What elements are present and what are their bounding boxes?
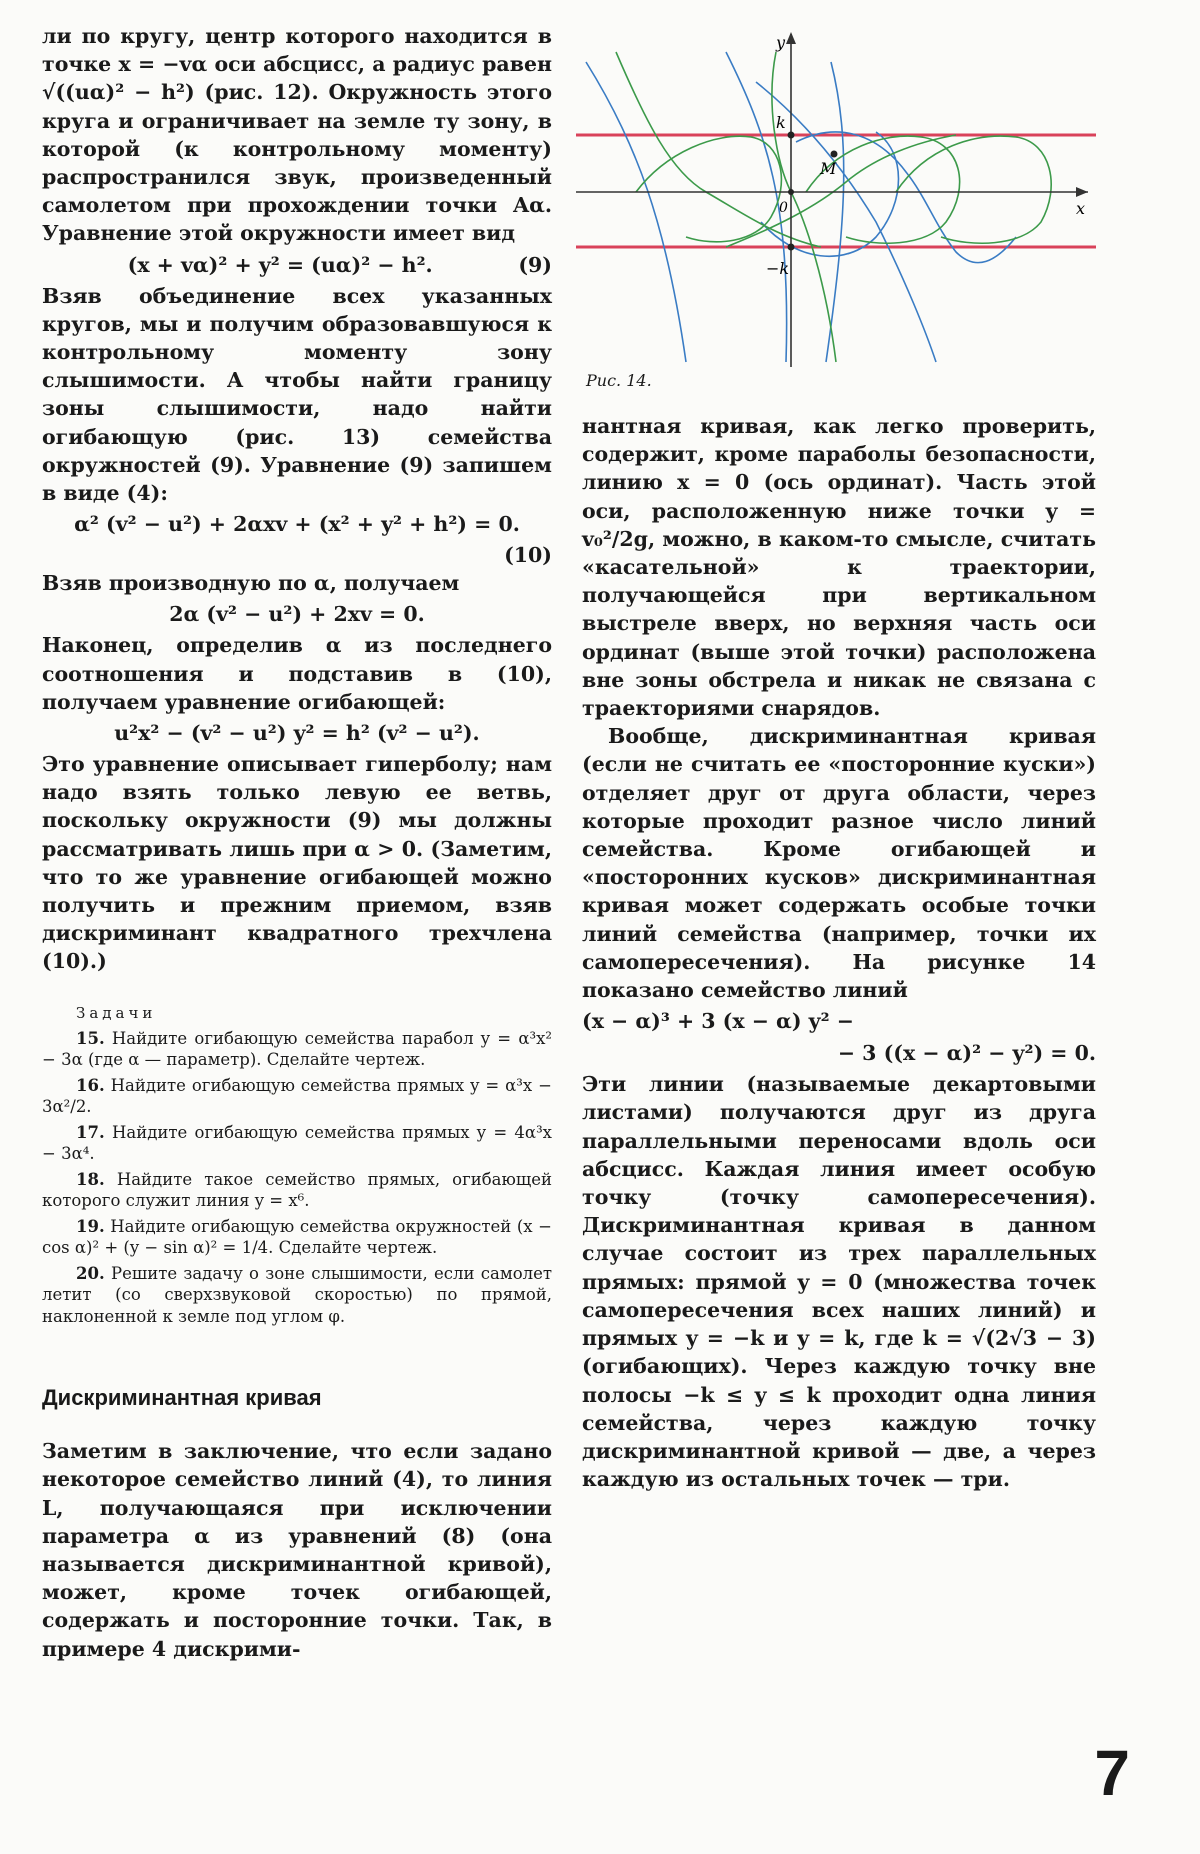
point-k — [788, 132, 795, 139]
task-number: 18. — [76, 1169, 105, 1189]
point-origin — [788, 189, 794, 195]
equation-9: (x + vα)² + y² = (uα)² − h². — [127, 252, 433, 277]
tasks-heading: Задачи — [76, 1003, 157, 1022]
paragraph: ли по кругу, центр которого находится в точке x = −vα оси абсцисс, а радиус равен √((uα)² − h²) (рис. 12). Окружность этого круга и ограничивает на земле ту зону, в которой (к контрольному моменту) распространился звук, произведенный самолетом при прохождении точки Aα. Уравнение этой окружности имеет вид — [42, 24, 552, 246]
equation-envelope: u²x² − (v² − u²) y² = h² (v² − u²). — [114, 721, 480, 746]
task-number: 15. — [76, 1028, 105, 1048]
task-text: Найдите такое семейство прямых, огибающей которого служит линия y = x⁶. — [42, 1169, 552, 1211]
equation-number: (9) — [518, 252, 552, 277]
equation-number: (10) — [504, 543, 552, 568]
curve-blue — [586, 62, 686, 362]
right-column — [582, 22, 1096, 1493]
label-neg-k: −k — [766, 259, 790, 278]
paragraph: Заметим в заключение, что если задано некоторое семейство линий (4), то линия L, получающаяся при исключении параметра α из уравнений (8) (она называется дискриминантной кривой), может, кроме точек огибающей, содержать и посторонние точки. Так, в примере 4 дискрими- — [42, 1439, 552, 1661]
equation-folium-part1: (x − α)³ + 3 (x − α) y² − — [582, 1009, 854, 1034]
label-k: k — [776, 113, 786, 132]
curve-green — [896, 136, 1051, 243]
task-text: Найдите огибающую семейства прямых y = 4α³x − 3α⁴. — [42, 1122, 552, 1164]
paragraph: Это уравнение описывает гиперболу; нам надо взять только левую ее ветвь, поскольку окружности (9) мы должны рассматривать лишь при α > 0. (Заметим, что то же уравнение огибающей можно получить и прежним приемом, взяв дискриминант квадратного трехчлена (10).) — [42, 752, 552, 974]
section-title: Дискриминантная кривая — [42, 1385, 322, 1411]
task-item — [42, 1028, 552, 1071]
task-text: Найдите огибающую семейства окружностей (x − cos α)² + (y − sin α)² = 1/4. Сделайте чертеж. — [42, 1216, 552, 1258]
paragraph: Взяв производную по α, получаем — [42, 571, 460, 596]
paragraph: Вообще, дискриминантная кривая (если не считать ее «посторонние куски») отделяет друг от друга области, через которые проходит разное число линий семейства. Кроме огибающей и «посторонних кусков» дискриминантная кривая может содержать особые точки линий семейства (например, точки их самопересечения). На рисунке 14 показано семейство линий — [582, 724, 1096, 1003]
task-list — [42, 1028, 552, 1328]
figure-svg — [576, 22, 1096, 367]
point-neg-k — [788, 244, 795, 251]
figure-14 — [576, 22, 1096, 367]
task-item — [42, 1169, 552, 1212]
axis-label-x: x — [1076, 199, 1086, 218]
paragraph: нантная кривая, как легко проверить, содержит, кроме параболы безопасности, линию x = 0 (ось ординат). Часть этой оси, расположенную ниже точки y = v₀²/2g, можно, в каком-то смысле, считать «касательной» к траектории, получающейся при вертикальном выстреле вверх, но верхняя часть оси ординат (выше этой точки) расположена вне зоны обстрела и никак не связана с траекториями снарядов. — [582, 414, 1096, 721]
paragraph: Взяв объединение всех указанных кругов, мы и получим образовавшуюся к контрольному моменту зону слышимости. А чтобы найти границу зоны слышимости, надо найти огибающую (рис. 13) семейства окружностей (9). Уравнение (9) запишем в виде (4): — [42, 283, 552, 506]
curve-blue — [726, 52, 790, 362]
equation-derivative: 2α (v² − u²) + 2xv = 0. — [169, 602, 425, 627]
x-axis-arrow-icon — [1076, 187, 1088, 197]
equation-folium-part2: − 3 ((x − α)² − y²) = 0. — [837, 1041, 1096, 1066]
page-number: 7 — [1094, 1737, 1130, 1809]
equation-9-row — [42, 248, 552, 282]
task-item — [42, 1263, 552, 1328]
paragraph: Эти линии (называемые декартовыми листами) получаются друг из друга параллельными переносами вдоль оси абсцисс. Каждая линия имеет особую точку (точку самопересечения). Дискриминантная кривая в данном случае состоит из трех параллельных прямых: прямой y = 0 (множества точек самопересечения всех наших линий) и прямых y = −k и y = k, где k = √(2√3 − 3) (огибающих). Через каждую точку вне полосы −k ≤ y ≤ k проходит одна линия семейства, через каждую точку дискриминантной кривой — две, а через каждую из остальных точек — три. — [582, 1072, 1096, 1492]
task-text: Найдите огибающую семейства прямых y = α³x − 3α²/2. — [42, 1075, 552, 1117]
task-item — [42, 1122, 552, 1165]
task-number: 17. — [76, 1122, 105, 1142]
label-origin: 0 — [779, 200, 788, 216]
task-number: 16. — [76, 1075, 105, 1095]
task-item — [42, 1216, 552, 1259]
figure-caption: Рис. 14. — [586, 371, 652, 390]
equation-10: α² (v² − u²) + 2αxv + (x² + y² + h²) = 0. — [74, 512, 520, 537]
y-axis-arrow-icon — [786, 32, 796, 44]
task-item — [42, 1075, 552, 1118]
task-number: 20. — [76, 1263, 105, 1283]
label-m: M — [820, 159, 837, 178]
task-text: Найдите огибающую семейства парабол y = α³x² − 3α (где α — параметр). Сделайте чертеж. — [42, 1028, 552, 1070]
paragraph: Наконец, определив α из последнего соотношения и подставив в (10), получаем уравнение огибающей: — [42, 633, 552, 714]
left-column — [42, 22, 552, 1663]
task-text: Решите задачу о зоне слышимости, если самолет летит (со сверхзвуковой скоростью) по прямой, наклоненной к земле под углом φ. — [42, 1263, 552, 1326]
axis-label-y: y — [776, 33, 786, 52]
point-m — [831, 151, 838, 158]
task-number: 19. — [76, 1216, 105, 1236]
